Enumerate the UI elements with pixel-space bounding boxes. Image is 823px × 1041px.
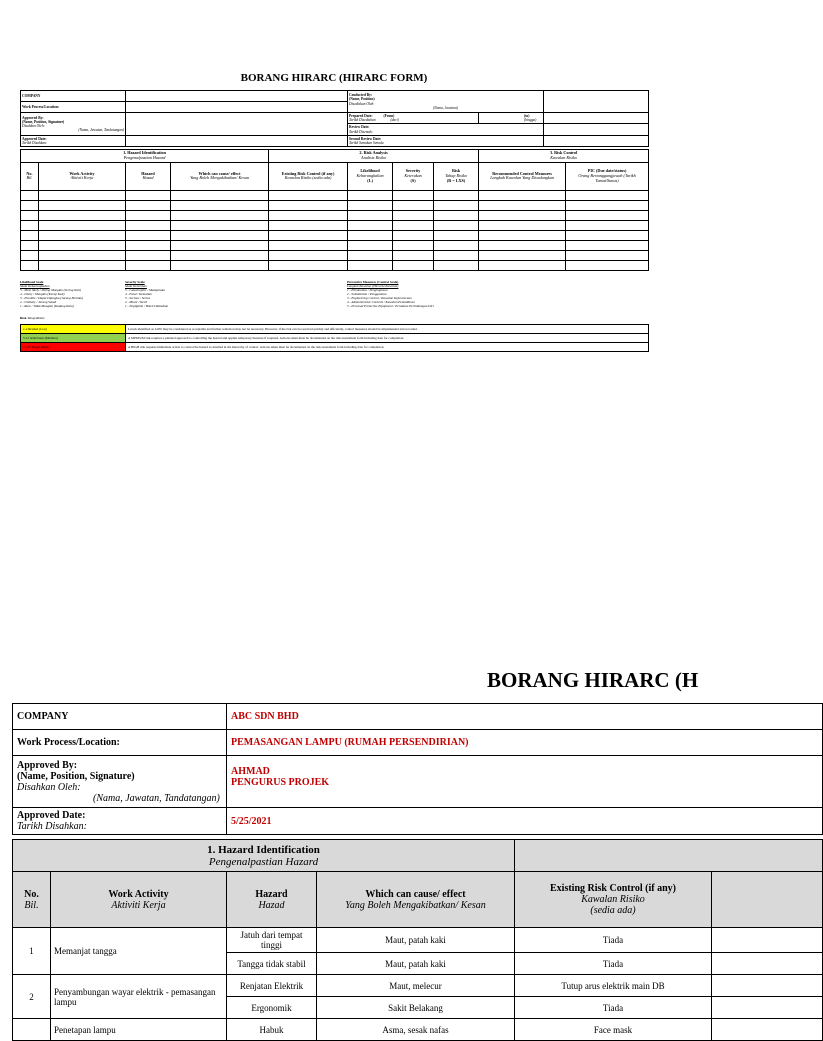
form-info-table-2 xyxy=(12,703,823,835)
section-risk-analysis-header xyxy=(515,840,823,872)
col-hazard: Hazard Hazad xyxy=(227,872,317,928)
risk-level-medium: 5-12 Sederhana (Medium) A MEDIUM risk requires a planned approach to controlling the hazard and applies temporary measure if required. Actions taken must be documented on the risk assessment form including date for completion. xyxy=(21,334,649,343)
col-recommended-control: Recommended Control Measures Langkah Kawalan Yang Dicadangkan xyxy=(479,162,566,190)
row-no xyxy=(13,1019,51,1041)
col-existing-control: Existing Risk Control (if any) Kawalan Risiko (sedia ada) xyxy=(515,872,712,928)
col-effect: Which can cause/ effect Yang Boleh Mengakibatkan/ Kesan xyxy=(171,162,269,190)
col-hazard: Hazard Hazad xyxy=(126,162,171,190)
col-likelihood: Likelihood Kebarangkalian (L) xyxy=(348,162,393,190)
col-risk: Risk Tahap Risiko (R = LXS) xyxy=(434,162,479,190)
work-process-value[interactable]: PEMASANGAN LAMPU (RUMAH PERSENDIRIAN) xyxy=(227,730,823,756)
prepared-date-label: Prepared Date: (From) Tarikh Disediakan (dari) xyxy=(348,113,479,124)
section-hazard-identification: 1. Hazard Identification Pengenalpastian Hazard xyxy=(13,840,515,872)
risk-level-low: 1-4 Rendah (Low) Levels identified as LOW may be considered as acceptable and further reduction may not be necessary. However, if the risk can be resolved quickly and efficiently, control measures should be implemented and recorded. xyxy=(21,325,649,334)
severity-legend: Severity Scale Skala Keterukan 5 - Catastrophic / Malapetaka 4 - Fatal / Kematian 3 - Serious / Serius 2 - Minor / Kecil 1 - Negligible / Boleh Diabaikan xyxy=(125,280,169,308)
col-no: No. Bil. xyxy=(21,162,39,190)
row-existing: Tiada xyxy=(515,953,712,975)
to-label: (to) (hingga) xyxy=(479,113,544,124)
section-risk-analysis: 2. Risk Analysis Analisis Risiko xyxy=(269,150,479,163)
section-hazard-identification: 1. Hazard Identification Pengenalpastian Hazard xyxy=(21,150,269,163)
row-hazard: Jatuh dari tempat tinggi xyxy=(227,928,317,953)
work-process-label: Work Process/Location: xyxy=(13,730,227,756)
page-2-title: BORANG HIRARC (H xyxy=(487,668,699,692)
row-effect: Asma, sesak nafas xyxy=(317,1019,515,1041)
row-activity: Penyambungan wayar elektrik - pemasangan lampu xyxy=(51,975,227,1019)
second-review-label: Second Review Date: Tarikh Semakan Semula xyxy=(348,135,544,146)
row-no: 1 xyxy=(13,928,51,975)
row-existing: Tiada xyxy=(515,997,712,1019)
risk-legend-title: Risk Tahap Risiko xyxy=(20,316,45,320)
col-no: No. Bil. xyxy=(13,872,51,928)
approved-date-value[interactable]: 5/25/2021 xyxy=(227,808,823,835)
table-row xyxy=(13,1019,823,1041)
table-row xyxy=(13,975,823,997)
table-row xyxy=(13,928,823,953)
row-existing: Tutup arus elektrik main DB xyxy=(515,975,712,997)
page-title: BORANG HIRARC (HIRARC FORM) xyxy=(240,72,428,84)
company-value[interactable]: ABC SDN BHD xyxy=(227,704,823,730)
work-process-label: Work Process/Location: xyxy=(21,102,126,113)
row-existing: Tiada xyxy=(515,928,712,953)
conducted-by-label: Conducted By: (Name, Position) Disediakan Oleh: (Nama, Jawatan) xyxy=(348,91,544,113)
row-effect: Maut, melecur xyxy=(317,975,515,997)
col-pic: PIC (Due date/status) Orang Bertanggungjawab (Tarikh Tamat/Status) xyxy=(566,162,649,190)
col-effect: Which can cause/ effect Yang Boleh Mengakibatkan/ Kesan xyxy=(317,872,515,928)
row-effect: Maut, patah kaki xyxy=(317,928,515,953)
approved-by-value[interactable]: AHMAD PENGURUS PROJEK xyxy=(227,756,823,808)
likelihood-legend: Likelihood Scale Skala Kebarangkalian 5 - Most likely / Paling Mungkin (Sering Kali) 4 - Likely / Mungkin (Kerap Kali) 3 - Possible / Dapat Dijangka (Jarang Berlaku) 2 - Unlikely / Jarang Sekali 1 - Rare / Tidak Mungkin (Kadang Kala) xyxy=(20,280,84,308)
row-effect: Maut, patah kaki xyxy=(317,953,515,975)
col-severity: Severity Keterukan (S) xyxy=(393,162,434,190)
approved-date-label: Approved Date: Tarikh Disahkan: xyxy=(21,135,126,146)
approved-date-label: Approved Date: Tarikh Disahkan: xyxy=(13,808,227,835)
row-hazard: Ergonomik xyxy=(227,997,317,1019)
row-no: 2 xyxy=(13,975,51,1019)
row-activity: Memanjat tangga xyxy=(51,928,227,975)
hirarc-table-2 xyxy=(12,839,823,1041)
review-date-label: Review Date: Tarikh Disemak: xyxy=(348,124,544,135)
col-likelihood xyxy=(712,872,823,928)
company-label: COMPANY xyxy=(21,91,126,102)
section-risk-control: 3. Risk Control Kawalan Risiko xyxy=(479,150,649,163)
row-activity: Penetapan lampu xyxy=(51,1019,227,1041)
control-legend: Preventive Measures (Control Scale) Langkah Kawalan (Hierarki Kawalan) 1 - Elimination / Penghapusan 2 - Substitution / Penggantian 3 - Engineering Control / Kawalan Kejuruteraan 4 - Administrative Controls / Kawalan Pentadbiran 5 - Personal Protective Equipment / Peralatan Perlindungan Diri xyxy=(347,280,434,308)
col-work-activity: Work Activity Aktiviti Kerja xyxy=(39,162,126,190)
row-hazard: Tangga tidak stabil xyxy=(227,953,317,975)
col-existing-control: Existing Risk Control (if any) Kawalan Risiko (sedia ada) xyxy=(269,162,348,190)
company-label: COMPANY xyxy=(13,704,227,730)
approved-by-label: Approved By: (Name, Position, Signature) Disahkan Oleh: (Nama, Jawatan, Tandatangan) xyxy=(13,756,227,808)
row-hazard: Habuk xyxy=(227,1019,317,1041)
row-effect: Sakit Belakang xyxy=(317,997,515,1019)
row-hazard: Renjatan Elektrik xyxy=(227,975,317,997)
risk-level-high: 15-25 Tinggi (High) A HIGH risk requires immediate action to control the hazard as detailed in the hierarchy of control. Actions taken must be documented on the risk assessment form including date for completion. xyxy=(21,343,649,352)
col-work-activity: Work Activity Aktiviti Kerja xyxy=(51,872,227,928)
approved-by-label: Approved By: (Name, Position, Signature) Disahkan Oleh: (Nama, Jawatan, Tandatangan) xyxy=(21,113,126,136)
row-existing: Face mask xyxy=(515,1019,712,1041)
